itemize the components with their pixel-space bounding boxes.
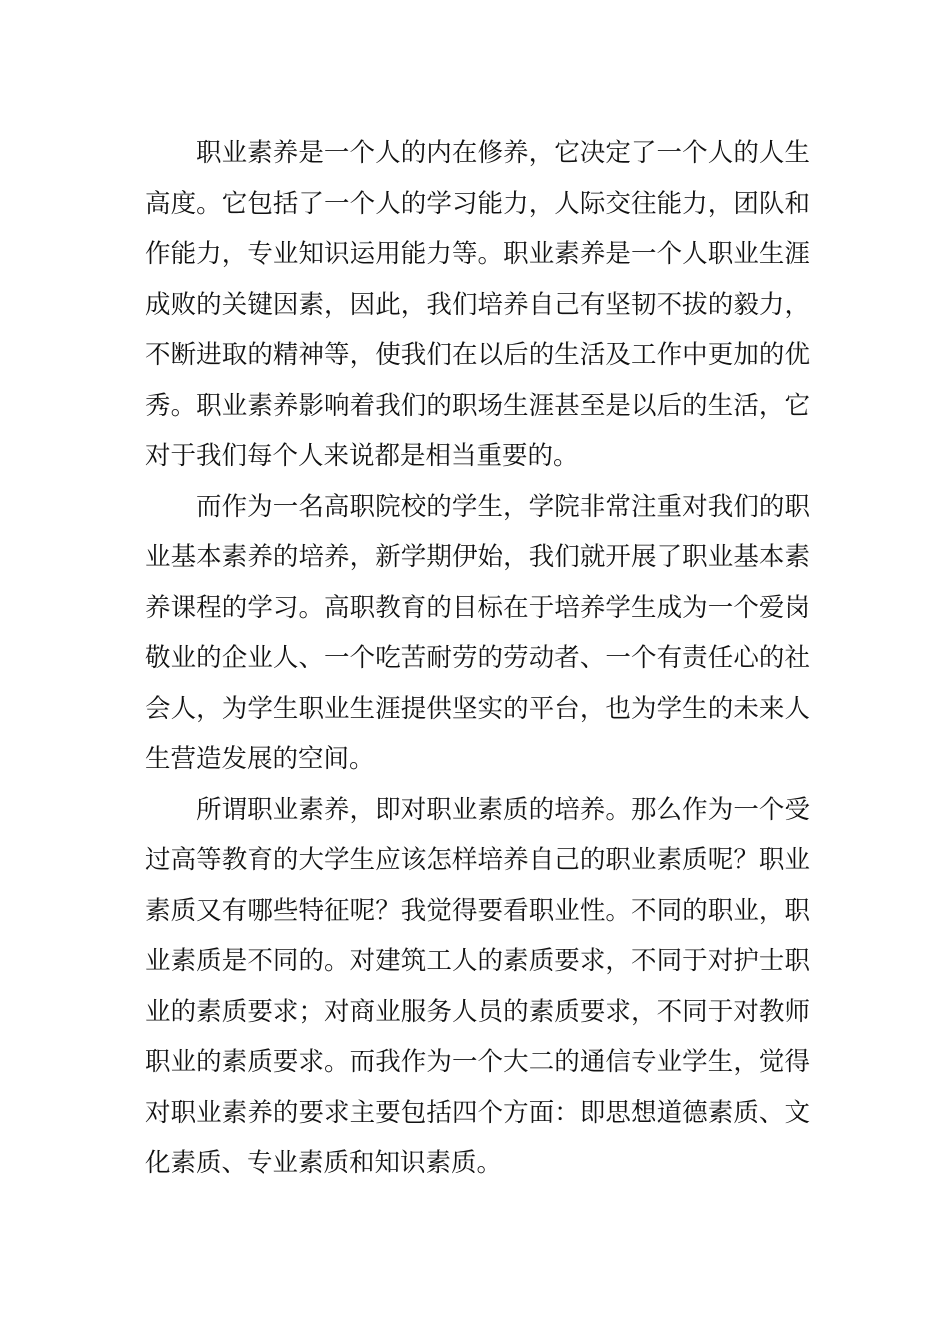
paragraph-3: 所谓职业素养，即对职业素质的培养。那么作为一个受过高等教育的大学生应该怎样培养自己的职业素质呢？职业素质又有哪些特征呢？我觉得要看职业性。不同的职业，职业素质是不同的。对建筑工人的素质要求，不同于对护士职业的素质要求；对商业服务人员的素质要求，不同于对教师职业的素质要求。而我作为一个大二的通信专业学生，觉得对职业素养的要求主要包括四个方面：即思想道德素质、文化素质、专业素质和知识素质。 (145, 794, 810, 1178)
document-page (145, 128, 810, 1189)
paragraph-2: 而作为一名高职院校的学生，学院非常注重对我们的职业基本素养的培养，新学期伊始，我们就开展了职业基本素养课程的学习。高职教育的目标在于培养学生成为一个爱岗敬业的企业人、一个吃苦耐劳的劳动者、一个有责任心的社会人，为学生职业生涯提供坚实的平台，也为学生的未来人生营造发展的空间。 (145, 491, 810, 774)
paragraph-1: 职业素养是一个人的内在修养，它决定了一个人的人生高度。它包括了一个人的学习能力，人际交往能力，团队和作能力，专业知识运用能力等。职业素养是一个人职业生涯成败的关键因素，因此，我们培养自己有坚韧不拔的毅力，不断进取的精神等，使我们在以后的生活及工作中更加的优秀。职业素养影响着我们的职场生涯甚至是以后的生活，它对于我们每个人来说都是相当重要的。 (145, 138, 810, 471)
